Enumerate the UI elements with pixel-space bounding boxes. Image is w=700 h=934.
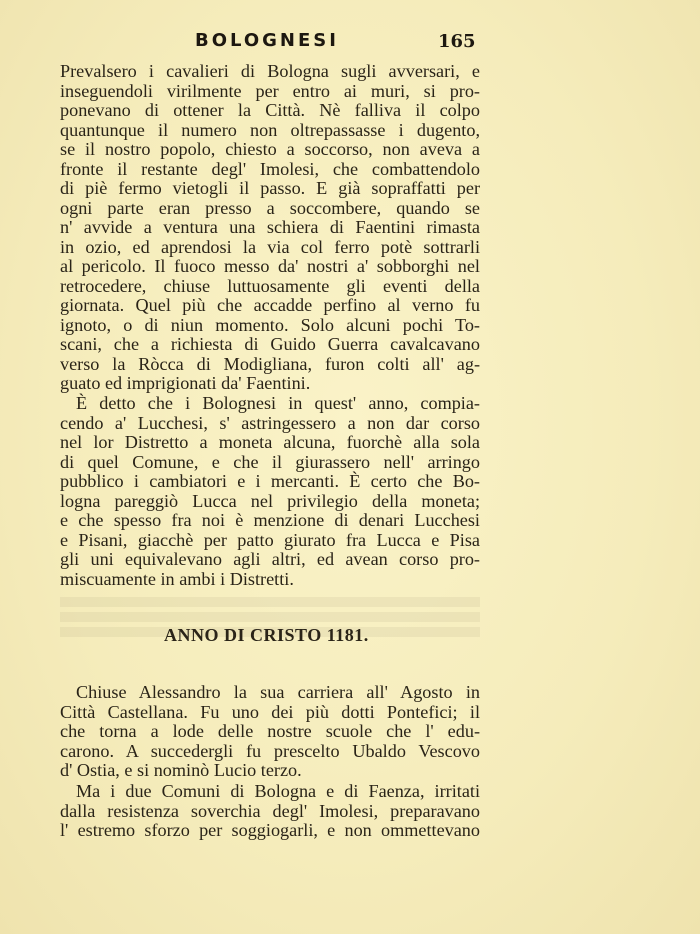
text-line: Chiuse Alessandro la sua carriera all' Agosto in [76,682,480,702]
year-heading: ANNO DI CRISTO 1181. [164,625,369,645]
text-line: nel lor Distretto a moneta alcuna, fuorchè alla sola [60,432,480,452]
text-line: miscuamente in ambi i Distretti. [60,568,294,589]
text-line: logna pareggiò Lucca nel privilegio della moneta; [60,490,480,511]
text-line: gli uni equivalevano agli altri, ed avean corso pro- [60,549,480,569]
running-head: BOLOGNESI [195,30,339,51]
text-line: inseguendoli virilmente per entro ai muri, si pro- [60,80,480,101]
text-line: carono. A succedergli fu prescelto Ubaldo Vescovo [60,740,480,761]
text-line: Prevalsero i cavalieri di Bologna sugli avversari, e [60,61,480,81]
text-line: e che spesso fra noi è menzione di denari Lucchesi [60,510,480,530]
text-line: l' estremo sforzo per soggiogarli, e non ommettevano [60,820,480,840]
text-line: fronte il restante degl' Imolesi, che combattendolo [60,158,480,179]
paragraph-2 [60,394,480,589]
paragraph-3 [60,683,480,781]
text-line: in ozio, ed aprendosi la via col ferro potè sottrarli [60,236,480,257]
text-line: giornata. Quel più che accadde perfino al verno fu [60,295,480,315]
paragraph-1 [60,62,480,394]
page-header [60,30,480,56]
paragraph-4 [60,782,480,841]
text-line: cendo a' Lucchesi, s' astringessero a non dar corso [60,412,480,433]
text-line: se il nostro popolo, chiesto a soccorso, non aveva a [60,139,480,159]
text-line: n' avvide a ventura una schiera di Faentini rimasta [60,217,480,237]
text-line: quantunque il numero non oltrepassasse i dugento, [60,119,480,140]
text-line: al pericolo. Il fuoco messo da' nostri a' sobborghi nel [60,256,480,276]
text-line: di piè fermo vietogli il passo. E già sopraffatti per [60,178,480,198]
text-line: di quel Comune, e che il giurassero nell' arringo [60,451,480,472]
page-number: 165 [438,31,476,52]
text-line: ignoto, o di niun momento. Solo alcuni pochi To- [60,314,480,335]
text-line: Città Castellana. Fu uno dei più dotti Pontefici; il [60,701,480,722]
text-line: È detto che i Bolognesi in quest' anno, compia- [76,393,480,413]
text-line: pubblico i cambiatori e i mercanti. È certo che Bo- [60,471,480,491]
text-line: che torna a lode delle nostre scuole che l' edu- [60,721,480,741]
text-line: retrocedere, chiuse luttuosamente gli eventi della [60,275,480,296]
text-line: verso la Ròcca di Modigliana, furon colti all' ag- [60,353,480,374]
text-line: Ma i due Comuni di Bologna e di Faenza, irritati [76,781,480,801]
text-line: ogni parte eran presso a soccombere, quando se [60,197,480,218]
text-line: e Pisani, giacchè per patto giurato fra Lucca e Pisa [60,529,480,550]
text-line: ponevano di ottener la Città. Nè falliva il colpo [60,100,480,120]
text-line: scani, che a richiesta di Guido Guerra cavalcavano [60,334,480,354]
text-line: dalla resistenza soverchia degl' Imolesi, preparavano [60,800,480,821]
text-line: d' Ostia, e si nominò Lucio terzo. [60,760,302,780]
text-line: guato ed imprigionati da' Faentini. [60,373,311,393]
